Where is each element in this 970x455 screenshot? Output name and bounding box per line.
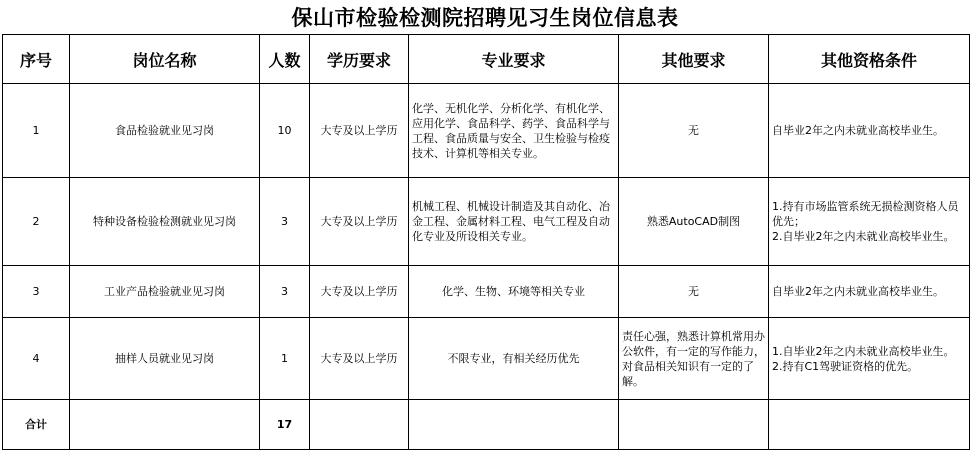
row-major: 化学、生物、环境等相关专业 bbox=[409, 266, 619, 318]
total-count: 17 bbox=[260, 400, 310, 450]
row-count: 10 bbox=[260, 84, 310, 178]
row-education: 大专及以上学历 bbox=[310, 266, 409, 318]
total-label: 合计 bbox=[3, 400, 70, 450]
table-row bbox=[3, 84, 970, 178]
header-count: 人数 bbox=[260, 35, 310, 84]
row-qualification: 1.持有市场监管系统无损检测资格人员优先； 2.自毕业2年之内未就业高校毕业生。 bbox=[769, 178, 970, 266]
row-other: 责任心强，熟悉计算机常用办公软件，有一定的写作能力，对食品相关知识有一定的了解。 bbox=[619, 318, 769, 400]
row-index: 1 bbox=[3, 84, 70, 178]
total-empty-cell bbox=[310, 400, 409, 450]
total-empty-cell bbox=[769, 400, 970, 450]
row-other: 熟悉AutoCAD制图 bbox=[619, 178, 769, 266]
row-count: 1 bbox=[260, 318, 310, 400]
row-qualification: 自毕业2年之内未就业高校毕业生。 bbox=[769, 84, 970, 178]
table-row bbox=[3, 266, 970, 318]
row-education: 大专及以上学历 bbox=[310, 178, 409, 266]
row-education: 大专及以上学历 bbox=[310, 318, 409, 400]
row-index: 3 bbox=[3, 266, 70, 318]
header-other: 其他要求 bbox=[619, 35, 769, 84]
row-major: 机械工程、机械设计制造及其自动化、冶金工程、金属材料工程、电气工程及自动化专业及所设相关专业。 bbox=[409, 178, 619, 266]
row-count: 3 bbox=[260, 266, 310, 318]
header-qualification: 其他资格条件 bbox=[769, 35, 970, 84]
row-other: 无 bbox=[619, 84, 769, 178]
recruitment-table bbox=[2, 34, 970, 450]
row-qualification: 自毕业2年之内未就业高校毕业生。 bbox=[769, 266, 970, 318]
total-empty-cell bbox=[70, 400, 260, 450]
table-row bbox=[3, 318, 970, 400]
row-major: 不限专业，有相关经历优先 bbox=[409, 318, 619, 400]
row-major: 化学、无机化学、分析化学、有机化学、应用化学、食品科学、药学、食品科学与工程、食品质量与安全、卫生检验与检疫技术、计算机等相关专业。 bbox=[409, 84, 619, 178]
total-empty-cell bbox=[409, 400, 619, 450]
page-title: 保山市检验检测院招聘见习生岗位信息表 bbox=[291, 5, 679, 30]
row-index: 4 bbox=[3, 318, 70, 400]
row-index: 2 bbox=[3, 178, 70, 266]
header-index: 序号 bbox=[3, 35, 70, 84]
header-position: 岗位名称 bbox=[70, 35, 260, 84]
row-education: 大专及以上学历 bbox=[310, 84, 409, 178]
row-count: 3 bbox=[260, 178, 310, 266]
row-qualification: 1.自毕业2年之内未就业高校毕业生。 2.持有C1驾驶证资格的优先。 bbox=[769, 318, 970, 400]
total-empty-cell bbox=[619, 400, 769, 450]
row-position: 工业产品检验就业见习岗 bbox=[70, 266, 260, 318]
row-position: 抽样人员就业见习岗 bbox=[70, 318, 260, 400]
header-row bbox=[3, 35, 970, 84]
row-position: 食品检验就业见习岗 bbox=[70, 84, 260, 178]
total-row bbox=[3, 400, 970, 450]
row-other: 无 bbox=[619, 266, 769, 318]
header-major: 专业要求 bbox=[409, 35, 619, 84]
row-position: 特种设备检验检测就业见习岗 bbox=[70, 178, 260, 266]
table-row bbox=[3, 178, 970, 266]
header-education: 学历要求 bbox=[310, 35, 409, 84]
